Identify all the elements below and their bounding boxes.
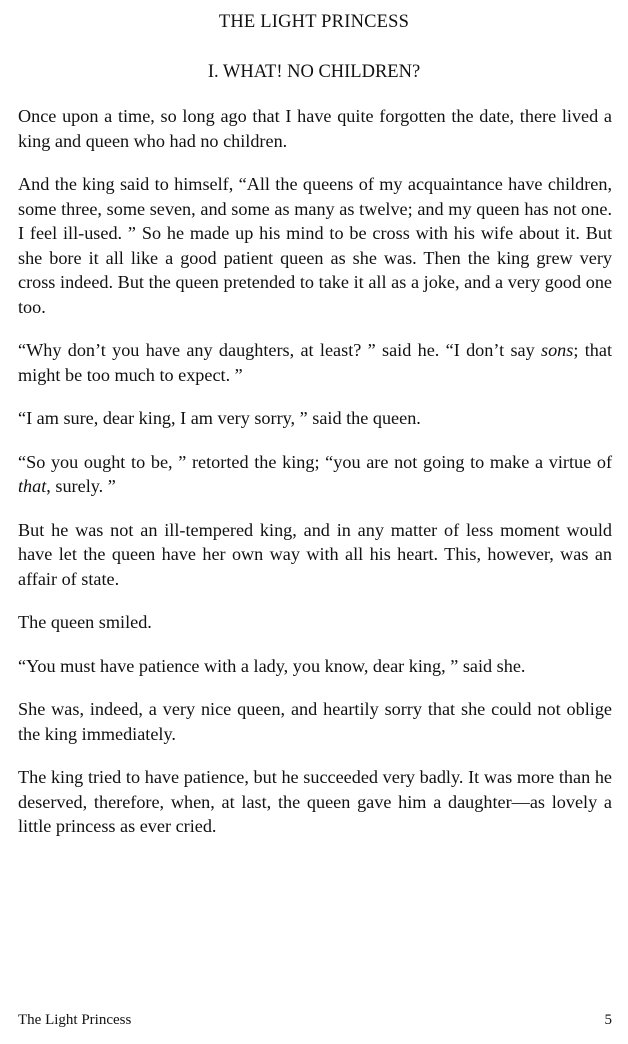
page-number: 5: [604, 1012, 612, 1028]
paragraph-text: But he was not an ill-tempered king, and in any matter of less moment would have let the queen have her own way with all his heart. This, however, was an affair of state.: [18, 519, 612, 589]
paragraph-1: [18, 104, 612, 153]
paragraph-text: And the king said to himself, “All the queens of my acquaintance have children, some three, some seven, and some as many as twelve; and my queen has not one. I feel ill-used. ” So he made up his mind to be cross with his wife about it. But she bore it all like a good patient queen as she was. Then the king grew very cross indeed. But the queen pretended to take it all as a joke, and a very good one too.: [18, 174, 612, 317]
paragraph-text: “Why don’t you have any daughters, at least? ” said he. “I don’t say: [18, 340, 542, 360]
paragraph-text: The queen smiled.: [18, 612, 152, 632]
paragraph-text: , surely. ”: [46, 476, 116, 496]
paragraph-4: [18, 406, 612, 431]
paragraph-7: [18, 610, 612, 635]
paragraph-text: The king tried to have patience, but he succeeded very badly. It was more than he deserved, therefore, when, at last, the queen gave him a daughter—as lovely a little princess as ever cried.: [18, 767, 612, 836]
paragraph-text: ; that might be too much to expect. ”: [18, 340, 612, 385]
paragraph-5: [18, 450, 612, 499]
paragraph-text: “So you ought to be, ” retorted the king; “you are not going to make a virtue of: [18, 451, 612, 472]
paragraph-text: Once upon a time, so long ago that I have quite forgotten the date, there lived a king and queen who had no children.: [18, 106, 612, 151]
chapter-body: [18, 104, 612, 858]
paragraph-2: [18, 172, 612, 319]
paragraph-text: She was, indeed, a very nice queen, and heartily sorry that she could not oblige the king immediately.: [18, 699, 612, 744]
emphasis-text: that: [18, 476, 47, 496]
paragraph-text: “I am sure, dear king, I am very sorry, ” said the queen.: [18, 408, 421, 428]
paragraph-8: [18, 654, 612, 679]
paragraph-9: [18, 697, 612, 746]
paragraph-3: [18, 338, 612, 387]
running-title: The Light Princess: [18, 1012, 132, 1028]
emphasis-text: sons: [541, 340, 574, 360]
paragraph-6: [18, 518, 612, 592]
book-title: THE LIGHT PRINCESS: [218, 12, 410, 32]
chapter-title: I. WHAT! NO CHILDREN?: [207, 62, 421, 82]
paragraph-text: “You must have patience with a lady, you know, dear king, ” said she.: [18, 655, 526, 676]
paragraph-10: [18, 765, 612, 839]
